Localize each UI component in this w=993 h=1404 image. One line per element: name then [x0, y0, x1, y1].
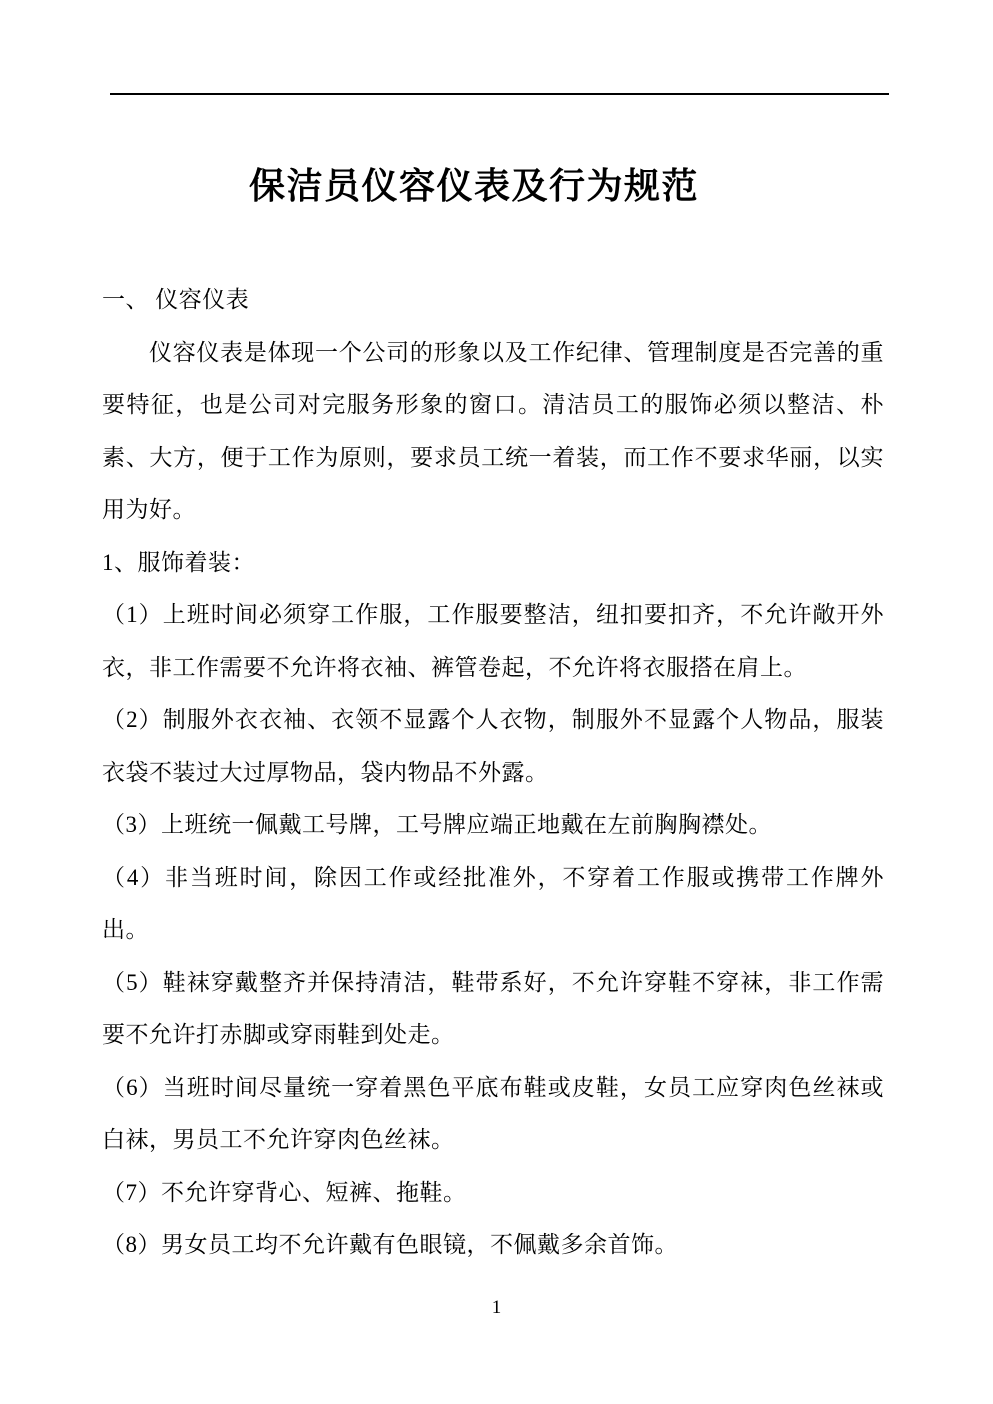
subsection-heading: 1、服饰着装：: [102, 549, 255, 575]
header-rule: [110, 93, 889, 95]
document-title: 保洁员仪容仪表及行为规范: [248, 166, 699, 206]
list-item-6: （6）当班时间尽量统一穿着黑色平底布鞋或皮鞋，女员工应穿肉色丝袜或白袜，男员工不允许穿肉色丝袜。: [102, 1074, 884, 1152]
list-item-1: （1）上班时间必须穿工作服，工作服要整洁，纽扣要扣齐，不允许敞开外衣，非工作需要不允许将衣袖、裤管卷起，不允许将衣服搭在肩上。: [102, 602, 884, 680]
list-item-4: （4）非当班时间，除因工作或经批准外，不穿着工作服或携带工作牌外出。: [102, 864, 884, 942]
list-item-2: （2）制服外衣衣袖、衣领不显露个人衣物，制服外不显露个人物品，服装衣袋不装过大过厚物品，袋内物品不外露。: [102, 707, 884, 785]
intro-paragraph: 仪容仪表是体现一个公司的形象以及工作纪律、管理制度是否完善的重要特征，也是公司对完服务形象的窗口。清洁员工的服饰必须以整洁、朴素、大方，便于工作为原则，要求员工统一着装，而工作不要求华丽，以实用为好。: [102, 339, 884, 522]
list-item-7: （7）不允许穿背心、短裤、拖鞋。: [102, 1179, 467, 1205]
section-heading: 一、 仪容仪表: [102, 287, 250, 312]
list-item-5: （5）鞋袜穿戴整齐并保持清洁，鞋带系好，不允许穿鞋不穿袜，非工作需要不允许打赤脚或穿雨鞋到处走。: [102, 969, 884, 1047]
list-item-3: （3）上班统一佩戴工号牌，工号牌应端正地戴在左前胸胸襟处。: [102, 812, 772, 837]
list-item-8: （8）男女员工均不允许戴有色眼镜，不佩戴多余首饰。: [102, 1232, 678, 1257]
document-body: [102, 274, 884, 1272]
page-number: 1: [491, 1297, 502, 1318]
